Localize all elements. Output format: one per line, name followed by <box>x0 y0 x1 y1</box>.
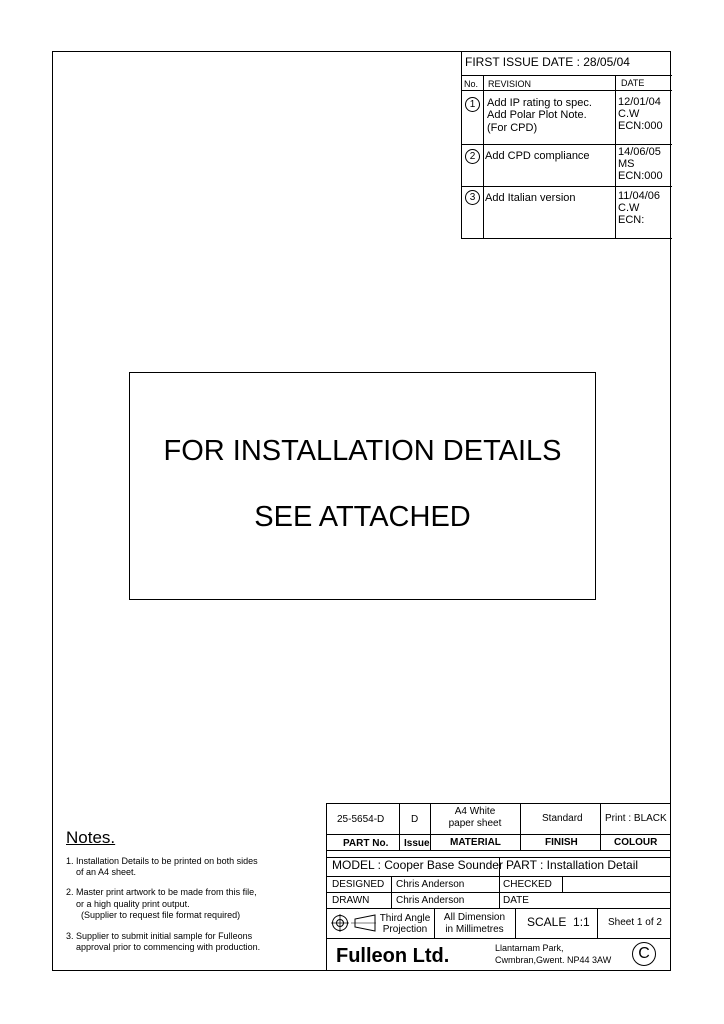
revision-col-no: No. <box>464 79 479 89</box>
revision-number-badge: 1 <box>465 97 480 112</box>
designed-label: DESIGNED <box>332 879 385 890</box>
installation-details-heading: FOR INSTALLATION DETAILS <box>163 435 562 467</box>
note-line: 2. Master print artwork to be made from this file, <box>66 887 257 897</box>
part-number-label: PART No. <box>343 838 389 849</box>
note-line: 3. Supplier to submit initial sample for Fulleons <box>66 931 253 941</box>
dimension-text-line: All Dimension <box>443 912 506 923</box>
scale-value: SCALE 1:1 <box>527 915 590 929</box>
material-value-line: paper sheet <box>448 818 502 829</box>
checked-label: CHECKED <box>503 879 552 890</box>
note-line: approval prior to commencing with production. <box>66 942 261 952</box>
revision-col-revision: REVISION <box>488 79 532 89</box>
sheet-number: Sheet 1 of 2 <box>608 917 662 928</box>
material-value-line: A4 White <box>454 806 496 817</box>
notes-heading: Notes. <box>66 828 116 847</box>
revision-date-line: MS <box>618 158 635 170</box>
revision-text-line: Add Italian version <box>485 192 576 204</box>
revision-number-badge: 2 <box>465 149 480 164</box>
material-label: MATERIAL <box>450 837 501 848</box>
projection-text-line: Projection <box>382 924 428 935</box>
revision-date-line: 12/01/04 <box>618 96 661 108</box>
colour-label: COLOUR <box>614 837 658 848</box>
revision-date-line: ECN:000 <box>618 120 663 132</box>
designed-by-value: Chris Anderson <box>396 879 465 890</box>
copyright-icon: C <box>632 942 656 966</box>
part-description: PART : Installation Detail <box>506 858 639 872</box>
note-line: 1. Installation Details to be printed on both sides <box>66 856 258 866</box>
part-number-value: 25-5654-D <box>337 814 385 825</box>
revision-date-line: C.W <box>618 108 640 120</box>
revision-date-line: 14/06/05 <box>618 146 661 158</box>
model-text: MODEL : Cooper Base Sounder <box>332 858 503 872</box>
drawn-label: DRAWN <box>332 895 370 906</box>
note-line: of an A4 sheet. <box>66 867 137 877</box>
note-line: (Supplier to request file format required) <box>66 910 241 920</box>
finish-value: Standard <box>542 813 583 824</box>
colour-value: Print : BLACK <box>605 813 667 824</box>
first-issue-date: FIRST ISSUE DATE : 28/05/04 <box>465 55 630 69</box>
installation-details-box <box>129 372 596 600</box>
issue-label: Issue <box>404 838 430 849</box>
issue-value: D <box>411 814 419 825</box>
revision-text-line: Add IP rating to spec. <box>487 97 592 109</box>
revision-text-line: Add Polar Plot Note. <box>487 109 587 121</box>
revision-date-line: 11/04/06 <box>618 190 661 202</box>
revision-text-line: Add CPD compliance <box>485 150 590 162</box>
revision-date-line: ECN:000 <box>618 170 663 182</box>
note-line: or a high quality print output. <box>66 899 190 909</box>
drawn-by-value: Chris Anderson <box>396 895 465 906</box>
dimension-text-line: in Millimetres <box>445 924 504 935</box>
finish-label: FINISH <box>545 837 578 848</box>
company-name: Fulleon Ltd. <box>336 945 450 967</box>
company-address-line: Cwmbran,Gwent. NP44 3AW <box>495 955 612 965</box>
projection-text-line: Third Angle <box>379 913 431 924</box>
revision-text-line: (For CPD) <box>487 122 538 134</box>
third-angle-projection-icon <box>331 912 377 934</box>
revision-col-date: DATE <box>621 78 645 88</box>
see-attached-heading: SEE ATTACHED <box>254 501 471 533</box>
company-address-line: Llantarnam Park, <box>495 943 564 953</box>
revision-date-line: C.W <box>618 202 640 214</box>
date-label: DATE <box>503 895 529 906</box>
revision-date-line: ECN: <box>618 214 645 226</box>
revision-number-badge: 3 <box>465 190 480 205</box>
